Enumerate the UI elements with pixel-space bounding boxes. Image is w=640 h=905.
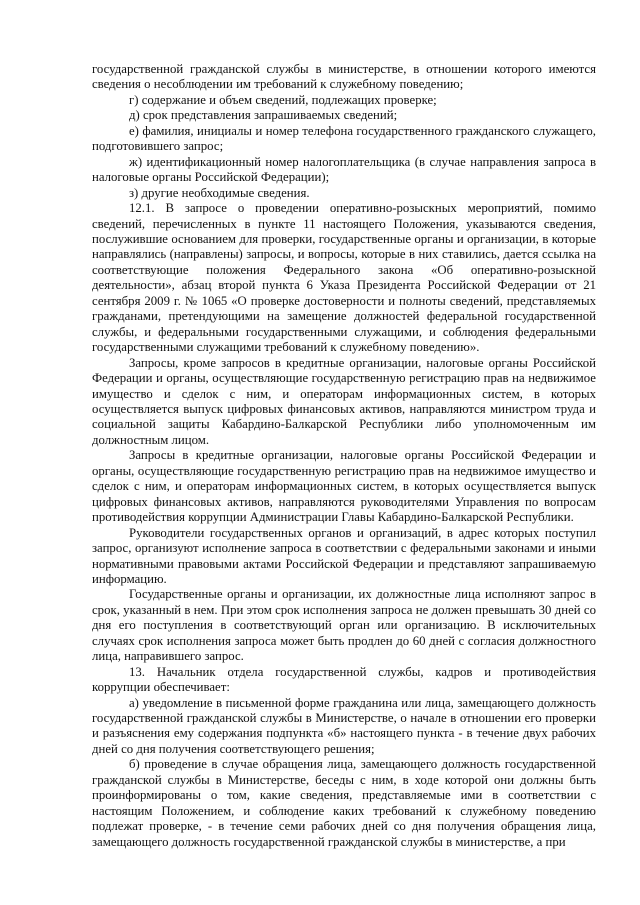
paragraph-requests-credit: Запросы в кредитные организации, налоговые органы Российской Федерации и органы, осуществляющие государственную регистрацию прав на недвижимое имущество и сделок с ним, и операторам информационных систем, в которых осуществляется выпуск цифровых финансовых активов, направляются руководителями Управления по вопросам противодействия коррупции Администрации Главы Кабардино-Балкарской Республики. — [92, 448, 596, 525]
paragraph-item-e: е) фамилия, инициалы и номер телефона государственного гражданского служащего, подготовившего запрос; — [92, 123, 596, 154]
paragraph-13-a: а) уведомление в письменной форме гражданина или лица, замещающего должность государственной гражданской службы в Министерстве, о начале в отношении его проверки и разъяснения ему содержания подпункта «б» настоящего пункта - в течение двух рабочих дней со дня получения соответствующего решения; — [92, 695, 596, 756]
paragraph-continuation: государственной гражданской службы в министерстве, в отношении которого имеются сведения о несоблюдении им требований к служебному поведению; — [92, 62, 596, 92]
paragraph-item-d: д) срок представления запрашиваемых сведений; — [129, 108, 398, 123]
paragraph-item-z: з) другие необходимые сведения. — [129, 185, 310, 200]
paragraph-requests-minister: Запросы, кроме запросов в кредитные организации, налоговые органы Российской Федерации и органы, осуществляющие государственную регистрацию прав на недвижимое имущество и сделок с ним, и операторам информационных систем, в которых осуществляется выпуск цифровых финансовых активов, направляются министром труда и социальной защиты Кабардино-Балкарской Республики либо уполномоченным им должностным лицом. — [92, 355, 596, 447]
paragraph-item-g: г) содержание и объем сведений, подлежащих проверке; — [129, 92, 437, 107]
paragraph-item-zh: ж) идентификационный номер налогоплательщика (в случае направления запроса в налоговые органы Российской Федерации); — [92, 154, 596, 185]
paragraph-deadline: Государственные органы и организации, их должностные лица исполняют запрос в срок, указанный в нем. При этом срок исполнения запроса не должен превышать 30 дней со дня его поступления в соответствующий орган или организацию. В исключительных случаях срок исполнения запроса может быть продлен до 60 дней с согласия должностного лица, направившего запрос. — [92, 587, 596, 664]
paragraph-heads-organize: Руководители государственных органов и организаций, в адрес которых поступил запрос, организуют исполнение запроса в соответствии с федеральными законами и иными нормативными правовыми актами Российской Федерации и представляют запрашиваемую информацию. — [92, 525, 596, 586]
paragraph-12-1: 12.1. В запросе о проведении оперативно-розыскных мероприятий, помимо сведений, перечисленных в пункте 11 настоящего Положения, указываются сведения, послужившие основанием для проверки, государственные органы и организации, в которые направлялись (направлены) запросы, и вопросы, которые в них ставились, дается ссылка на соответствующие положения Федерального закона «Об оперативно-розыскной деятельности», абзац второй пункта 6 Указа Президента Российской Федерации от 21 сентября 2009 г. № 1065 «О проверке достоверности и полноты сведений, представляемых гражданами, претендующими на замещение должностей федеральной государственной службы, и федеральными государственными служащими, и соблюдения федеральными государственными служащими требований к служебному поведению». — [92, 201, 596, 355]
document-page — [92, 62, 596, 850]
paragraph-13: 13. Начальник отдела государственной службы, кадров и противодействия коррупции обеспечивает: — [92, 664, 596, 695]
paragraph-13-b: б) проведение в случае обращения лица, замещающего должность государственной гражданской службы в Министерстве, беседы с ним, в ходе которой они должны быть проинформированы о том, какие сведения, представляемые ими в соответствии с настоящим Положением, и соблюдение каких требований к служебному поведению подлежат проверке, - в течение семи рабочих дней со дня получения обращения лица, замещающего должность государственной гражданской службы в министерстве, а при — [92, 757, 596, 849]
